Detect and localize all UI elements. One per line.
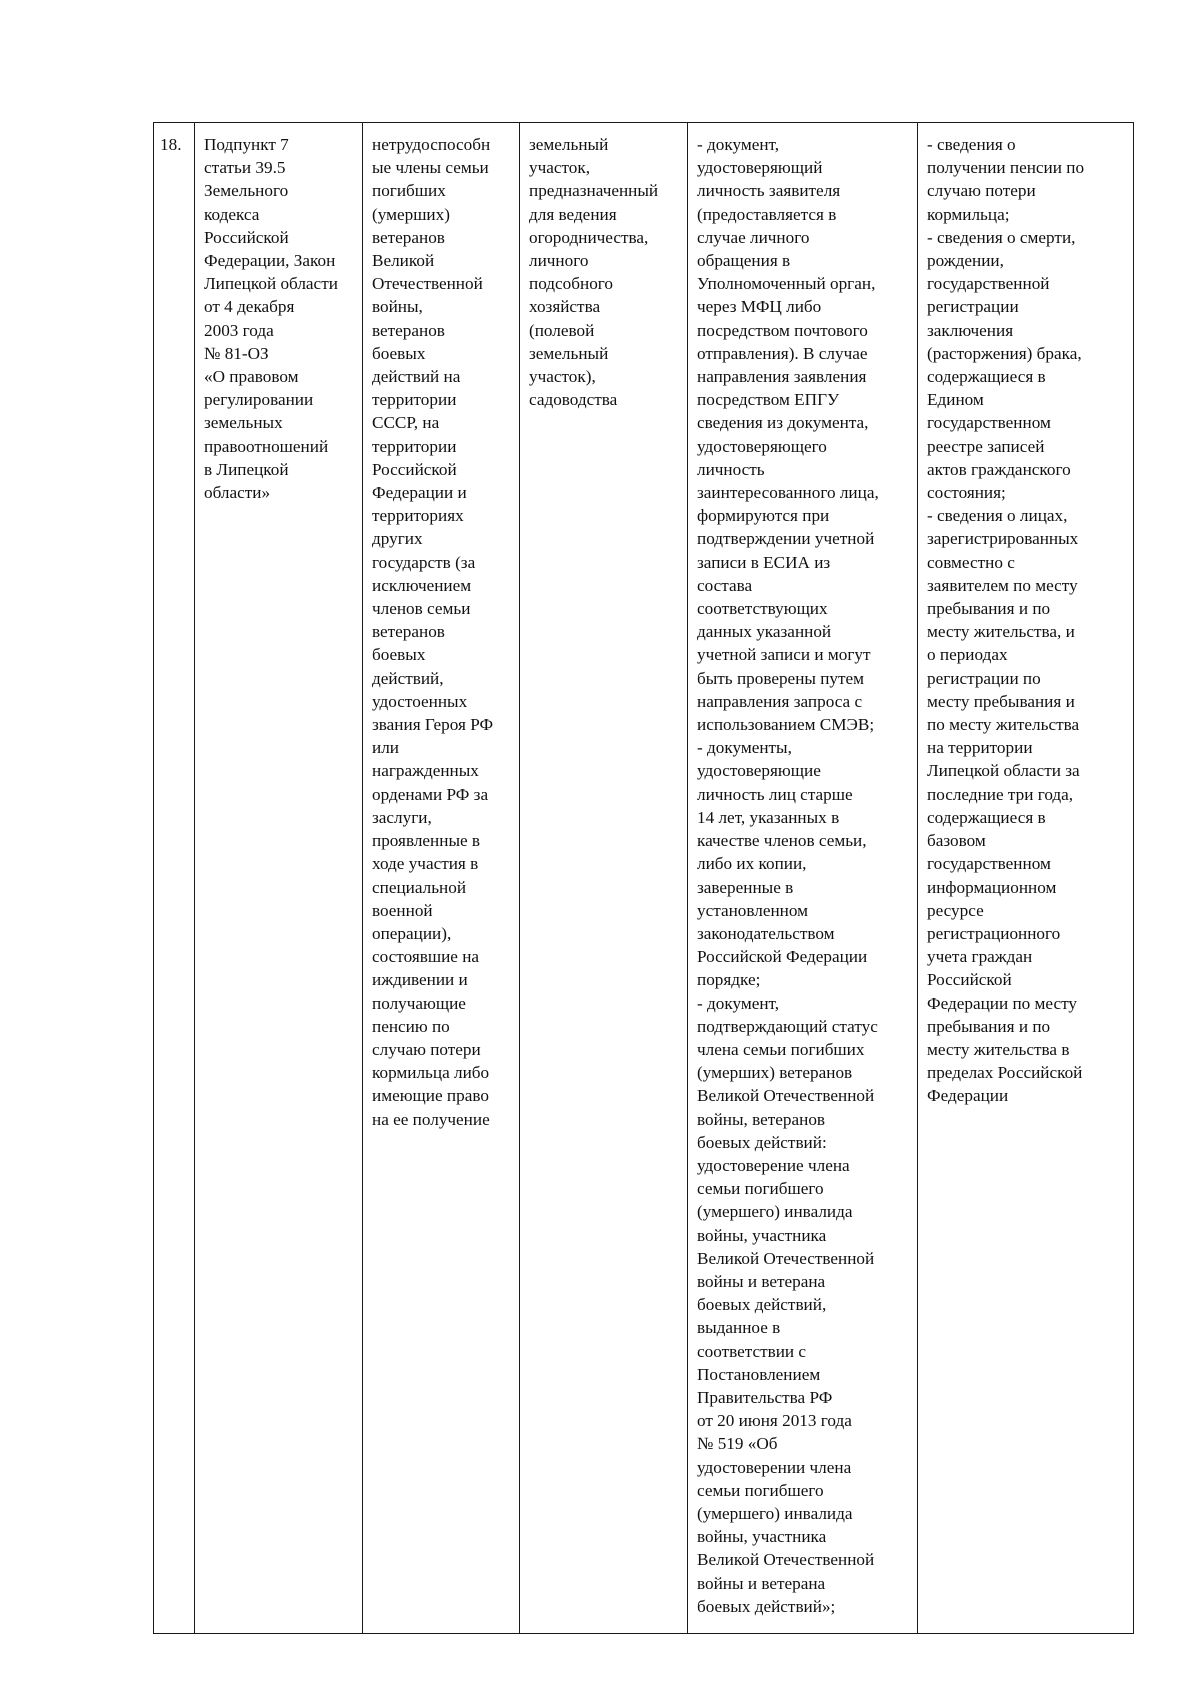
applicants-cell (363, 123, 520, 1634)
row-number: 18. (160, 135, 182, 154)
row-number-cell (154, 123, 195, 1634)
table-row (154, 123, 1134, 1634)
information-cell (918, 123, 1134, 1634)
legal-basis-text: Подпункт 7 статьи 39.5 Земельного кодекса Российской Федерации, Закон Липецкой области от 4 декабря 2003 года № 81-ОЗ «О правовом регулировании земельных правоотношений в Липецкой области» (204, 135, 338, 503)
land-plot-text: земельный участок, предназначенный для ведения огородничества, личного подсобного хозяйства (полевой земельный участок), садоводства (529, 135, 659, 410)
documents-cell (688, 123, 918, 1634)
land-plot-cell (520, 123, 688, 1634)
applicants-text: нетрудоспособн ые члены семьи погибших (умерших) ветеранов Великой Отечественной войны, ветеранов боевых действий на территории СССР, на территории Российской Федерации и территориях других государств (за исключением членов семьи ветеранов боевых действий, удостоенных звания Героя РФ или награжденных орденами РФ за заслуги, проявленные в ходе участия в специальной военной операции), состоявшие на иждивении и получающие пенсию по случаю потери кормильца либо имеющие право на ее получение (372, 135, 494, 1129)
legal-basis-cell (195, 123, 363, 1634)
documents-text: - документ, удостоверяющий личность заявителя (предоставляется в случае личного обращения в Уполномоченный орган, через МФЦ либо посредством почтового отправления). В случае направления заявления посредством ЕПГУ сведения из документа, удостоверяющего личность заинтересованного лица, формируются при подтверждении учетной записи в ЕСИА из состава соответствующих данных указанной учетной записи и могут быть проверены путем направления запроса с использованием СМЭВ; - документы, удостоверяющие личность лиц старше 14 лет, указанных в качестве членов семьи, либо их копии, заверенные в установленном законодательством Российской Федерации порядке; - документ, подтверждающий статус члена семьи погибших (умерших) ветеранов Великой Отечественной войны, ветеранов боевых действий: удостоверение члена семьи погибшего (умершего) инвалида войны, участника Великой Отечественной войны и ветерана боевых действий, выданное в соответствии с Постановлением Правительства РФ от 20 июня 2013 года № 519 «Об удостоверении члена семьи погибшего (умершего) инвалида войны, участника Великой Отечественной войны и ветерана боевых действий»; (697, 135, 879, 1616)
information-text: - сведения о получении пенсии по случаю потери кормильца; - сведения о смерти, рождении, государственной регистрации заключения (расторжения) брака, содержащиеся в Едином государственном реестре записей актов гражданского состояния; - сведения о лицах, зарегистрированных совместно с заявителем по месту пребывания и по месту жительства, и о периодах регистрации по месту пребывания и по месту жительства на территории Липецкой области за последние три года, содержащиеся в базовом государственном информационном ресурсе регистрационного учета граждан Российской Федерации по месту пребывания и по месту жительства в пределах Российской Федерации (927, 135, 1085, 1106)
requirements-table (153, 122, 1134, 1634)
